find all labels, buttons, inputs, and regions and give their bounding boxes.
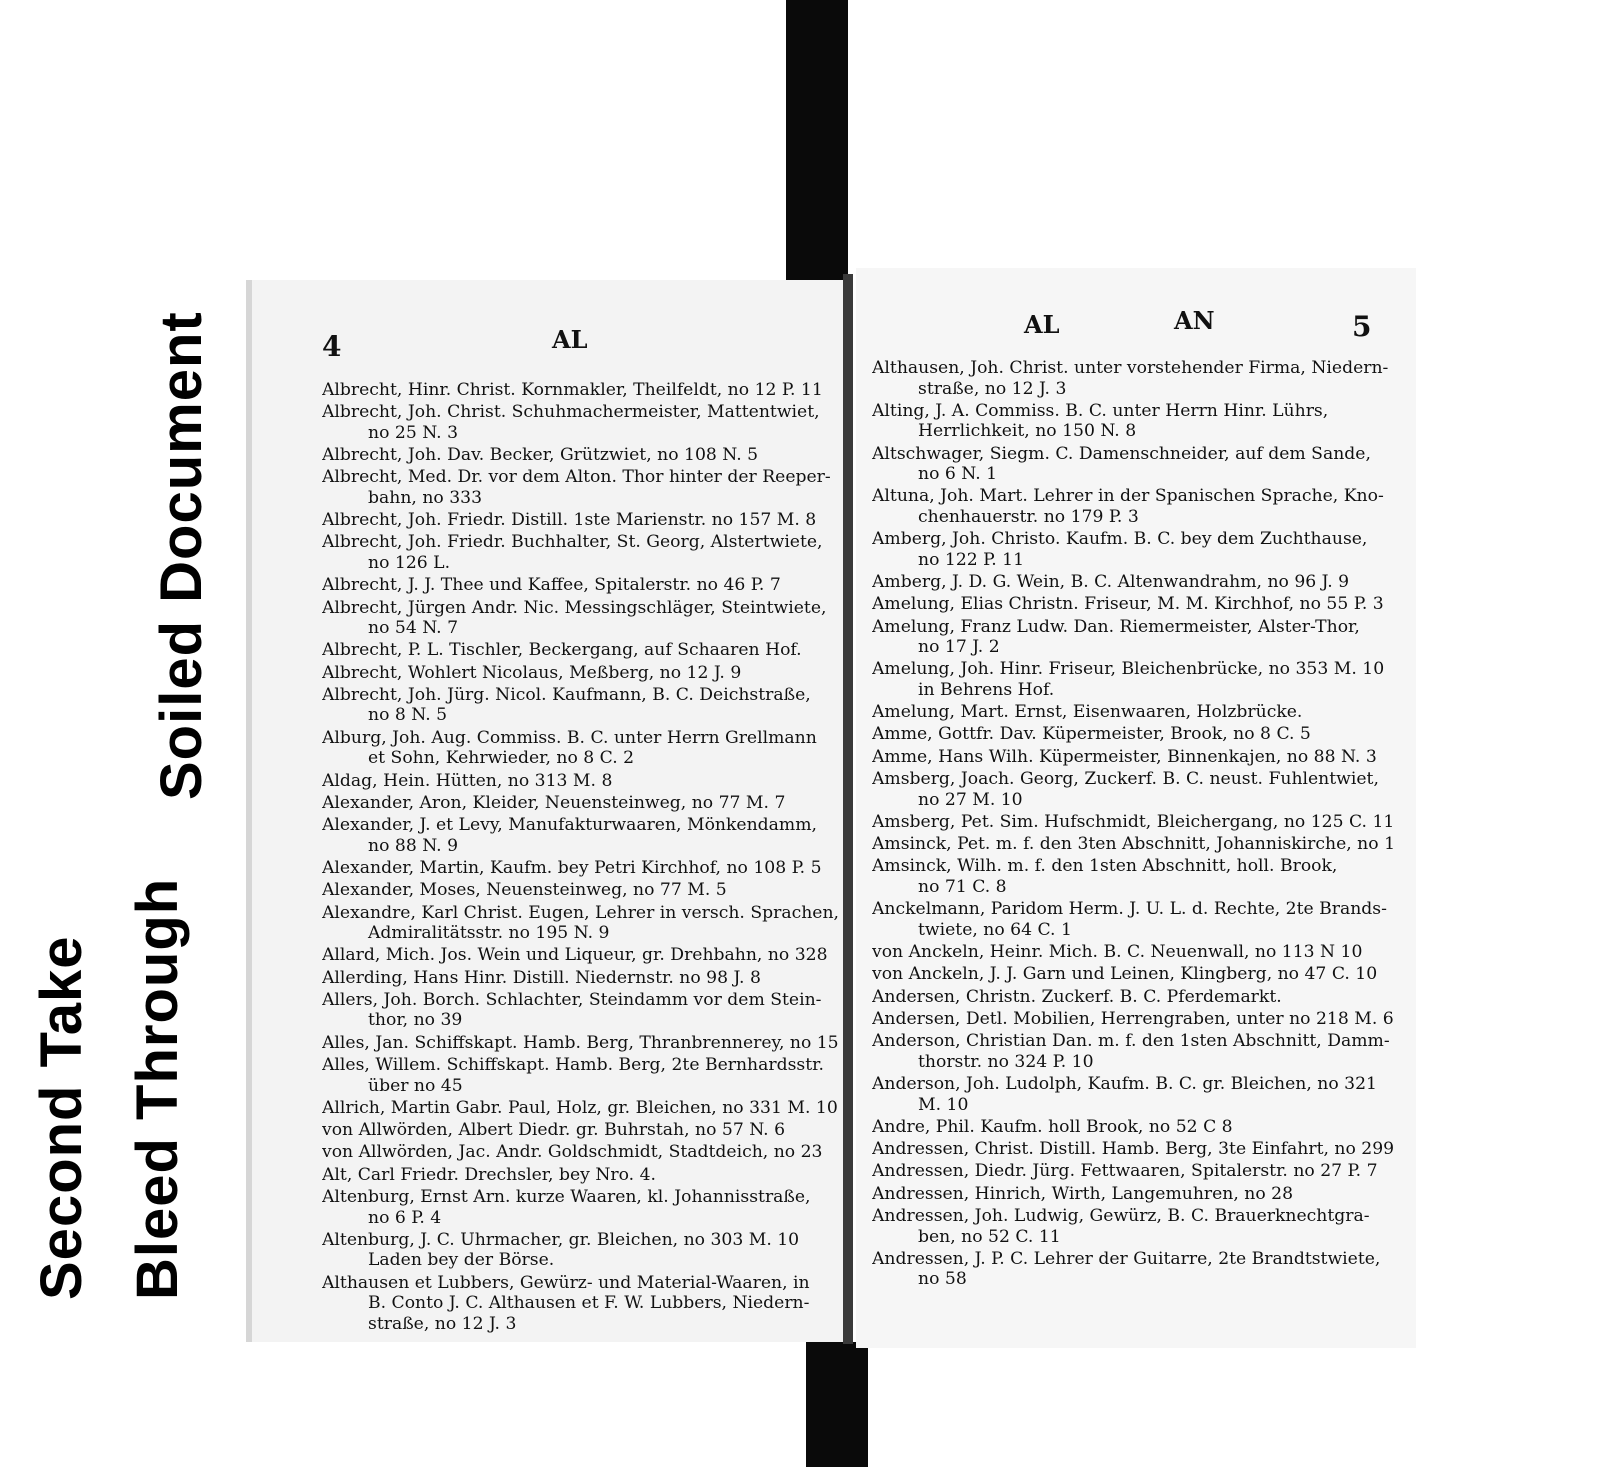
entry-line: Amberg, Joh. Christo. Kaufm. B. C. bey dem Zuchthause, <box>872 529 1368 550</box>
entry-continuation-line: über no 45 <box>368 1075 463 1096</box>
entry-continuation-line: et Sohn, Kehrwieder, no 8 C. 2 <box>368 748 635 769</box>
entry-continuation-line: chenhauerstr. no 179 P. 3 <box>918 506 1139 527</box>
entry-continuation-line: Laden bey der Börse. <box>368 1250 555 1271</box>
directory-entry <box>872 486 1412 527</box>
entry-continuation-line: no 54 N. 7 <box>368 618 459 639</box>
entry-line: Amelung, Elias Christn. Friseur, M. M. Kirchhof, no 55 P. 3 <box>872 594 1384 615</box>
entry-line: Albrecht, Joh. Christ. Schuhmachermeister, Mattentwiet, <box>322 402 820 423</box>
directory-entry <box>322 990 842 1031</box>
entry-line: Anderson, Christian Dan. m. f. den 1sten Abschnitt, Damm- <box>872 1031 1390 1052</box>
entry-line: Alburg, Joh. Aug. Commiss. B. C. unter Herrn Grellmann <box>322 727 817 748</box>
entry-continuation-line: ben, no 52 C. 11 <box>918 1226 1061 1247</box>
entry-line: Alexander, Martin, Kaufm. bey Petri Kirchhof, no 108 P. 5 <box>322 857 822 878</box>
entry-continuation-line: in Behrens Hof. <box>918 679 1055 700</box>
entry-line: Albrecht, Joh. Friedr. Distill. 1ste Marienstr. no 157 M. 8 <box>322 510 817 531</box>
directory-entry <box>872 572 1412 593</box>
entry-continuation-line: thor, no 39 <box>368 1010 463 1031</box>
entry-line: Amelung, Joh. Hinr. Friseur, Bleichenbrücke, no 353 M. 10 <box>872 659 1385 680</box>
entry-continuation-line: no 17 J. 2 <box>918 637 1000 658</box>
entry-continuation-line: straße, no 12 J. 3 <box>918 378 1067 399</box>
entry-line: Andressen, Hinrich, Wirth, Langemuhren, no 28 <box>872 1183 1294 1204</box>
entry-continuation-line: no 6 N. 1 <box>918 464 998 485</box>
right-page-number: 5 <box>1352 310 1372 343</box>
second-take-label: Second Take <box>29 935 94 1300</box>
entry-line: Alexander, J. et Levy, Manufakturwaaren, Mönkendamm, <box>322 815 817 836</box>
entry-continuation-line: no 71 C. 8 <box>918 876 1007 897</box>
entry-continuation-line: twiete, no 64 C. 1 <box>918 919 1072 940</box>
directory-entry <box>872 1161 1412 1182</box>
entry-line: Alt, Carl Friedr. Drechsler, bey Nro. 4. <box>322 1164 656 1185</box>
directory-entry <box>322 575 842 596</box>
entry-line: Allers, Joh. Borch. Schlachter, Steindamm vor dem Stein- <box>322 989 822 1010</box>
entry-continuation-line: Herrlichkeit, no 150 N. 8 <box>918 421 1137 442</box>
left-page-header: AL <box>552 325 588 354</box>
directory-entry <box>872 702 1412 723</box>
entry-line: Andressen, Diedr. Jürg. Fettwaaren, Spitalerstr. no 27 P. 7 <box>872 1161 1378 1182</box>
directory-entry <box>872 529 1412 570</box>
directory-entry <box>872 1184 1412 1205</box>
entry-line: Amsinck, Pet. m. f. den 3ten Abschnitt, Johanniskirche, no 1 <box>872 834 1396 855</box>
directory-entry <box>872 358 1412 399</box>
directory-entry <box>322 728 842 769</box>
directory-entry <box>322 1120 842 1141</box>
entry-continuation-line: bahn, no 333 <box>368 487 483 508</box>
entry-line: Albrecht, Wohlert Nicolaus, Meßberg, no 12 J. 9 <box>322 662 742 683</box>
directory-entry <box>322 685 842 726</box>
entry-continuation-line: no 6 P. 4 <box>368 1207 442 1228</box>
entry-continuation-line: no 58 <box>918 1269 967 1290</box>
directory-entry <box>322 467 842 508</box>
entry-line: Albrecht, P. L. Tischler, Beckergang, auf Schaaren Hof. <box>322 640 802 661</box>
entry-line: Altschwager, Siegm. C. Damenschneider, auf dem Sande, <box>872 443 1371 464</box>
directory-entry <box>872 964 1412 985</box>
directory-entry <box>322 532 842 573</box>
right-page <box>856 268 1416 1348</box>
binding-strip-bottom <box>806 1342 868 1467</box>
directory-entry <box>872 856 1412 897</box>
entry-continuation-line: no 126 L. <box>368 552 451 573</box>
directory-entry <box>322 1142 842 1163</box>
entry-line: Amme, Gottfr. Dav. Küpermeister, Brook, no 8 C. 5 <box>872 724 1311 745</box>
directory-entry <box>872 594 1412 615</box>
directory-entry <box>872 1009 1412 1030</box>
directory-entry <box>872 401 1412 442</box>
directory-entry <box>872 769 1412 810</box>
directory-entry <box>872 659 1412 700</box>
right-page-header-right: AN <box>1174 306 1215 335</box>
directory-entry <box>322 663 842 684</box>
directory-entry <box>872 1249 1412 1290</box>
entry-continuation-line: straße, no 12 J. 3 <box>368 1313 517 1334</box>
directory-entry <box>322 968 842 989</box>
entry-line: Alting, J. A. Commiss. B. C. unter Herrn Hinr. Lührs, <box>872 400 1329 421</box>
directory-entry <box>322 1165 842 1186</box>
entry-line: Andre, Phil. Kaufm. holl Brook, no 52 C 8 <box>872 1116 1233 1137</box>
directory-entry <box>322 1187 842 1228</box>
directory-entry <box>322 380 842 401</box>
directory-entry <box>872 1206 1412 1247</box>
entry-line: Altenburg, Ernst Arn. kurze Waaren, kl. Johannisstraße, <box>322 1187 811 1208</box>
directory-entry <box>872 444 1412 485</box>
entry-line: Amelung, Franz Ludw. Dan. Riemermeister, Alster-Thor, <box>872 616 1360 637</box>
left-page <box>246 280 850 1342</box>
entry-line: Althausen et Lubbers, Gewürz- und Material-Waaren, in <box>322 1272 810 1293</box>
directory-entry <box>322 1033 842 1054</box>
entry-line: Amsberg, Pet. Sim. Hufschmidt, Bleichergang, no 125 C. 11 <box>872 811 1395 832</box>
directory-entry <box>872 987 1412 1008</box>
entry-line: Albrecht, Jürgen Andr. Nic. Messingschläger, Steintwiete, <box>322 597 827 618</box>
entry-line: Alexander, Aron, Kleider, Neuensteinweg, no 77 M. 7 <box>322 792 786 813</box>
directory-entry <box>322 815 842 856</box>
entry-continuation-line: no 122 P. 11 <box>918 549 1025 570</box>
entry-line: Anderson, Joh. Ludolph, Kaufm. B. C. gr. Bleichen, no 321 <box>872 1074 1377 1095</box>
directory-entry <box>322 793 842 814</box>
binding-strip-top <box>786 0 848 282</box>
entry-line: Amelung, Mart. Ernst, Eisenwaaren, Holzbrücke. <box>872 702 1303 723</box>
entry-line: Amberg, J. D. G. Wein, B. C. Altenwandrahm, no 96 J. 9 <box>872 571 1350 592</box>
entry-continuation-line: Admiralitätsstr. no 195 N. 9 <box>368 923 610 944</box>
directory-entry <box>322 598 842 639</box>
directory-entry <box>872 1074 1412 1115</box>
directory-entry <box>322 1055 842 1096</box>
entry-line: Alles, Willem. Schiffskapt. Hamb. Berg, 2te Bernhardsstr. <box>322 1055 824 1076</box>
directory-entry <box>322 1230 842 1271</box>
directory-entry <box>872 1139 1412 1160</box>
directory-entry <box>872 812 1412 833</box>
directory-entry <box>872 942 1412 963</box>
right-page-header-left: AL <box>1024 310 1060 339</box>
directory-entry <box>322 402 842 443</box>
entry-line: Andressen, J. P. C. Lehrer der Guitarre, 2te Brandtstwiete, <box>872 1248 1381 1269</box>
entry-line: Altenburg, J. C. Uhrmacher, gr. Bleichen, no 303 M. 10 <box>322 1229 800 1250</box>
directory-entry <box>872 834 1412 855</box>
entry-line: Alexander, Moses, Neuensteinweg, no 77 M. 5 <box>322 880 727 901</box>
entry-line: Andersen, Detl. Mobilien, Herrengraben, unter no 218 M. 6 <box>872 1008 1394 1029</box>
directory-entry <box>322 1098 842 1119</box>
directory-entry <box>872 1117 1412 1138</box>
entry-continuation-line: no 27 M. 10 <box>918 789 1023 810</box>
directory-entry <box>322 903 842 944</box>
entry-line: Aldag, Hein. Hütten, no 313 M. 8 <box>322 770 613 791</box>
entry-line: Anckelmann, Paridom Herm. J. U. L. d. Rechte, 2te Brands- <box>872 899 1387 920</box>
entry-line: Albrecht, Med. Dr. vor dem Alton. Thor hinter der Reeper- <box>322 467 831 488</box>
entry-line: Amsinck, Wilh. m. f. den 1sten Abschnitt, holl. Brook, <box>872 856 1338 877</box>
directory-entry <box>872 724 1412 745</box>
directory-entry <box>872 1031 1412 1072</box>
entry-line: Amme, Hans Wilh. Küpermeister, Binnenkajen, no 88 N. 3 <box>872 746 1377 767</box>
directory-entry <box>322 945 842 966</box>
entry-line: Albrecht, Hinr. Christ. Kornmakler, Theilfeldt, no 12 P. 11 <box>322 380 823 400</box>
directory-entry <box>872 747 1412 768</box>
entry-line: Alles, Jan. Schiffskapt. Hamb. Berg, Thranbrennerey, no 15 <box>322 1032 839 1053</box>
directory-entry <box>322 880 842 901</box>
entry-line: Albrecht, Joh. Dav. Becker, Grützwiet, no 108 N. 5 <box>322 445 759 466</box>
directory-entry <box>322 771 842 792</box>
entry-line: Allard, Mich. Jos. Wein und Liqueur, gr. Drehbahn, no 328 <box>322 945 828 966</box>
directory-entry <box>322 510 842 531</box>
entry-line: von Anckeln, Heinr. Mich. B. C. Neuenwall, no 113 N 10 <box>872 942 1363 963</box>
entry-line: von Allwörden, Albert Diedr. gr. Buhrstah, no 57 N. 6 <box>322 1120 786 1141</box>
entry-line: von Allwörden, Jac. Andr. Goldschmidt, Stadtdeich, no 23 <box>322 1142 823 1163</box>
entry-line: Alexandre, Karl Christ. Eugen, Lehrer in versch. Sprachen, <box>322 902 839 923</box>
directory-entry <box>322 1273 842 1335</box>
entry-continuation-line: M. 10 <box>918 1094 969 1115</box>
entry-line: Altuna, Joh. Mart. Lehrer in der Spanischen Sprache, Kno- <box>872 486 1384 507</box>
directory-entry <box>322 640 842 661</box>
entry-line: Althausen, Joh. Christ. unter vorstehender Firma, Niedern- <box>872 358 1389 378</box>
directory-entry <box>322 858 842 879</box>
entry-line: Albrecht, Joh. Friedr. Buchhalter, St. Georg, Alstertwiete, <box>322 532 823 553</box>
entry-line: Andersen, Christn. Zuckerf. B. C. Pferdemarkt. <box>872 986 1282 1007</box>
entry-line: von Anckeln, J. J. Garn und Leinen, Klingberg, no 47 C. 10 <box>872 964 1378 985</box>
entry-continuation-line: no 88 N. 9 <box>368 835 459 856</box>
entry-line: Andressen, Joh. Ludwig, Gewürz, B. C. Brauerknechtgra- <box>872 1206 1370 1227</box>
directory-entry <box>872 899 1412 940</box>
entry-continuation-line: no 8 N. 5 <box>368 705 448 726</box>
entry-line: Albrecht, J. J. Thee und Kaffee, Spitalerstr. no 46 P. 7 <box>322 575 781 596</box>
soiled-document-label: Soiled Document <box>149 311 214 800</box>
directory-entry <box>872 617 1412 658</box>
entry-line: Andressen, Christ. Distill. Hamb. Berg, 3te Einfahrt, no 299 <box>872 1139 1395 1160</box>
page-gutter <box>843 274 853 1344</box>
entry-continuation-line: thorstr. no 324 P. 10 <box>918 1051 1094 1072</box>
left-entries-list <box>322 380 842 1336</box>
entry-line: Amsberg, Joach. Georg, Zuckerf. B. C. neust. Fuhlentwiet, <box>872 769 1379 790</box>
entry-line: Albrecht, Joh. Jürg. Nicol. Kaufmann, B. C. Deichstraße, <box>322 684 811 705</box>
directory-entry <box>322 445 842 466</box>
entry-line: Allerding, Hans Hinr. Distill. Niedernstr. no 98 J. 8 <box>322 967 761 988</box>
bleed-through-label: Bleed Through <box>125 877 190 1300</box>
right-entries-list <box>872 358 1412 1292</box>
left-page-number: 4 <box>322 330 342 363</box>
entry-line: Allrich, Martin Gabr. Paul, Holz, gr. Bleichen, no 331 M. 10 <box>322 1097 838 1118</box>
entry-continuation-line: no 25 N. 3 <box>368 422 459 443</box>
entry-continuation-line: B. Conto J. C. Althausen et F. W. Lubbers, Niedern- <box>368 1293 810 1314</box>
